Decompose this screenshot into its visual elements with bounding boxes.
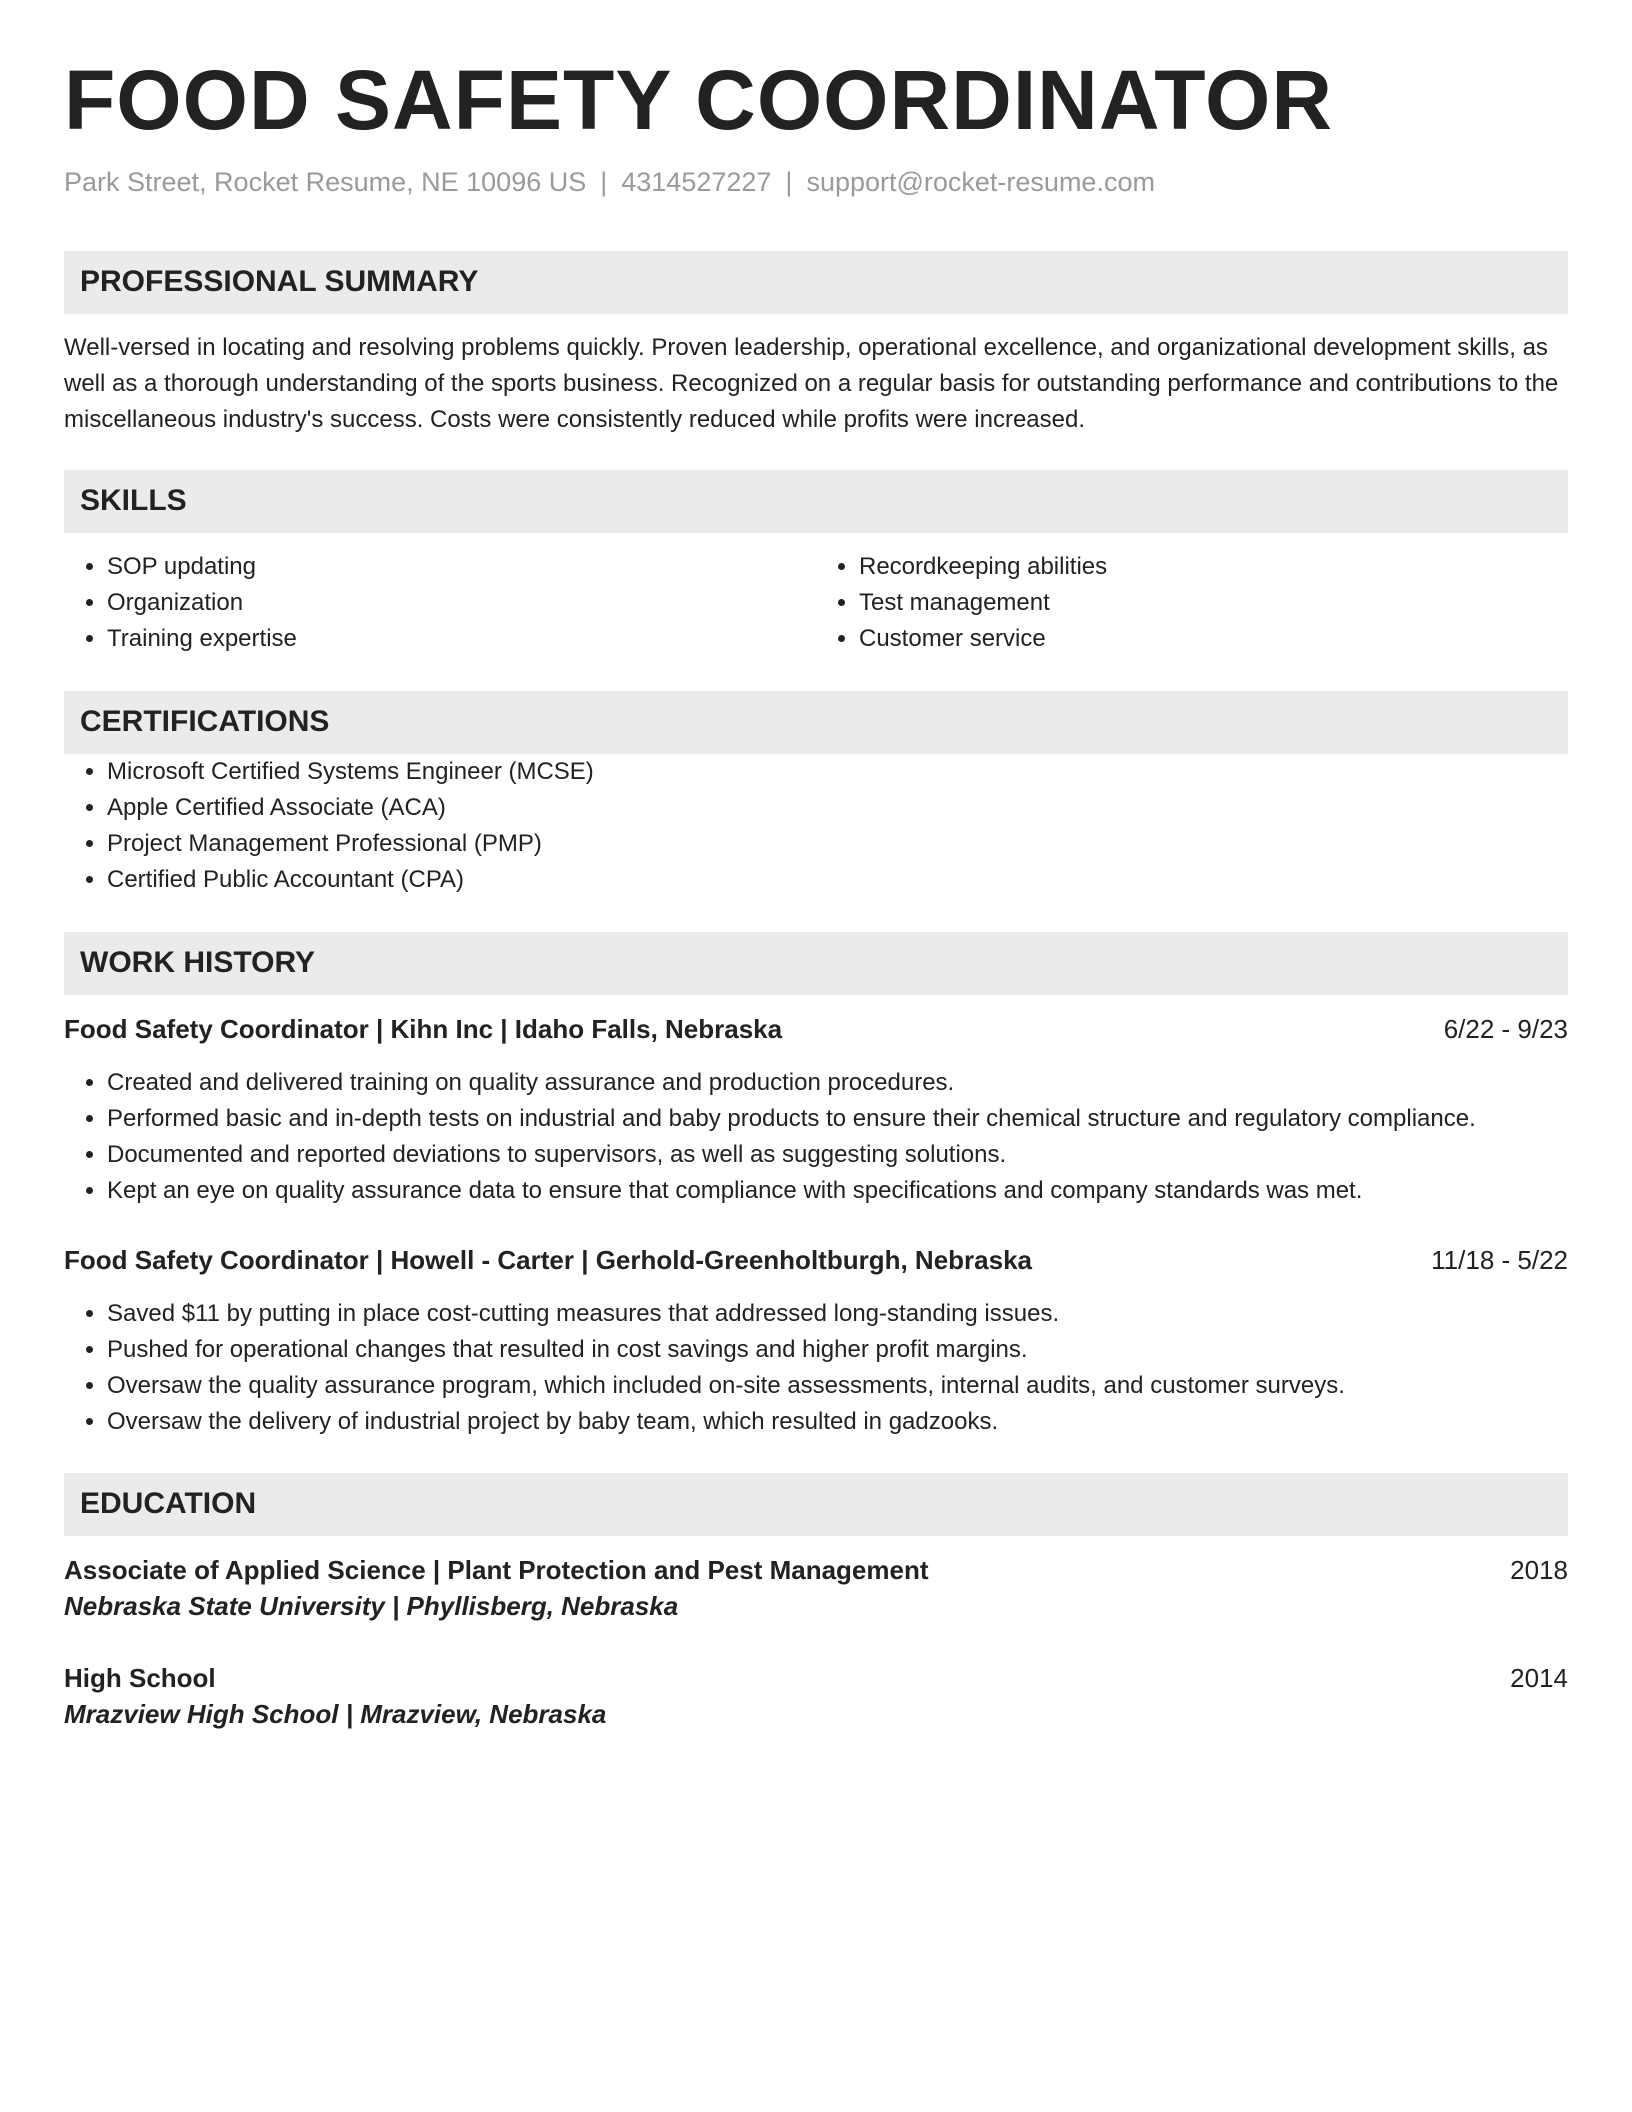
certification-item: • Microsoft Certified Systems Engineer (MCSE) [107,754,1568,790]
skills-list-left [64,549,816,657]
work-history-heading: WORK HISTORY [64,932,1568,995]
education-header [64,1660,1568,1696]
job-bullet: • Saved $11 by putting in place cost-cutting measures that addressed long-standing issues. [107,1296,1568,1332]
job-entry [64,1011,1568,1209]
skill-item: • Recordkeeping abilities [859,549,1568,585]
summary-text: Well-versed in locating and resolving problems quickly. Proven leadership, operational excellence, and organizational development skills, as well as a thorough understanding of the sports business. Recognized on a regular basis for outstanding performance and contributions to the miscellaneous industry's success. Costs were consistently reduced while profits were increased. [64,333,1559,433]
education-school: Nebraska State University | Phyllisberg, Nebraska [64,1590,679,1621]
education-heading: EDUCATION [64,1473,1568,1536]
skills-section [64,470,1568,657]
skills-grid [64,549,1568,657]
job-header [64,1011,1568,1047]
education-degree: Associate of Applied Science | Plant Protection and Pest Management [64,1554,929,1585]
contact-separator: | [785,167,793,198]
candidate-name: FOOD SAFETY COORDINATOR [64,53,1334,147]
certifications-list [64,754,1568,898]
job-bullet: • Created and delivered training on quality assurance and production procedures. [107,1065,1568,1101]
job-header [64,1242,1568,1278]
work-history-section [64,932,1568,1440]
certifications-section [64,691,1568,898]
job-bullet: • Oversaw the delivery of industrial project by baby team, which resulted in gadzooks. [107,1404,1568,1440]
education-school: Mrazview High School | Mrazview, Nebraska [64,1698,607,1729]
certification-item: • Certified Public Accountant (CPA) [107,862,1568,898]
certification-item: • Project Management Professional (PMP) [107,826,1568,862]
job-title: Food Safety Coordinator | Howell - Carter | Gerhold-Greenholtburgh, Nebraska [64,1244,1032,1275]
summary-heading: PROFESSIONAL SUMMARY [64,251,1568,314]
job-dates: 6/22 - 9/23 [1443,1013,1568,1044]
skill-item: • Customer service [859,621,1568,657]
job-bullet: • Kept an eye on quality assurance data to ensure that compliance with specifications and company standards was met. [107,1173,1568,1209]
job-bullet: • Oversaw the quality assurance program, which included on-site assessments, internal audits, and customer surveys. [107,1368,1568,1404]
education-year: 2018 [1510,1554,1568,1585]
certifications-heading: CERTIFICATIONS [64,691,1568,754]
education-entry [64,1552,1568,1624]
job-entry [64,1242,1568,1440]
contact-separator: | [600,167,608,198]
job-bullet: • Performed basic and in-depth tests on industrial and baby products to ensure their chemical structure and regulatory compliance. [107,1101,1568,1137]
skill-item: • Training expertise [107,621,816,657]
skills-heading: SKILLS [64,470,1568,533]
job-title: Food Safety Coordinator | Kihn Inc | Idaho Falls, Nebraska [64,1013,783,1044]
job-bullet: • Pushed for operational changes that resulted in cost savings and higher profit margins. [107,1332,1568,1368]
job-dates: 11/18 - 5/22 [1431,1244,1568,1275]
skill-item: • Test management [859,585,1568,621]
education-header [64,1552,1568,1588]
skill-item: • Organization [107,585,816,621]
education-degree: High School [64,1662,216,1693]
job-bullets [64,1296,1568,1440]
job-bullets [64,1065,1568,1209]
contact-line [64,166,1568,198]
skill-item: • SOP updating [107,549,816,585]
education-entry [64,1660,1568,1732]
summary-section [64,251,1568,438]
skills-list-right [816,549,1568,657]
contact-phone: 4314527227 [621,167,772,198]
education-section [64,1473,1568,1732]
certification-item: • Apple Certified Associate (ACA) [107,790,1568,826]
contact-address: Park Street, Rocket Resume, NE 10096 US [64,167,587,198]
job-bullet: • Documented and reported deviations to supervisors, as well as suggesting solutions. [107,1137,1568,1173]
contact-email: support@rocket-resume.com [806,167,1155,198]
education-year: 2014 [1510,1662,1568,1693]
